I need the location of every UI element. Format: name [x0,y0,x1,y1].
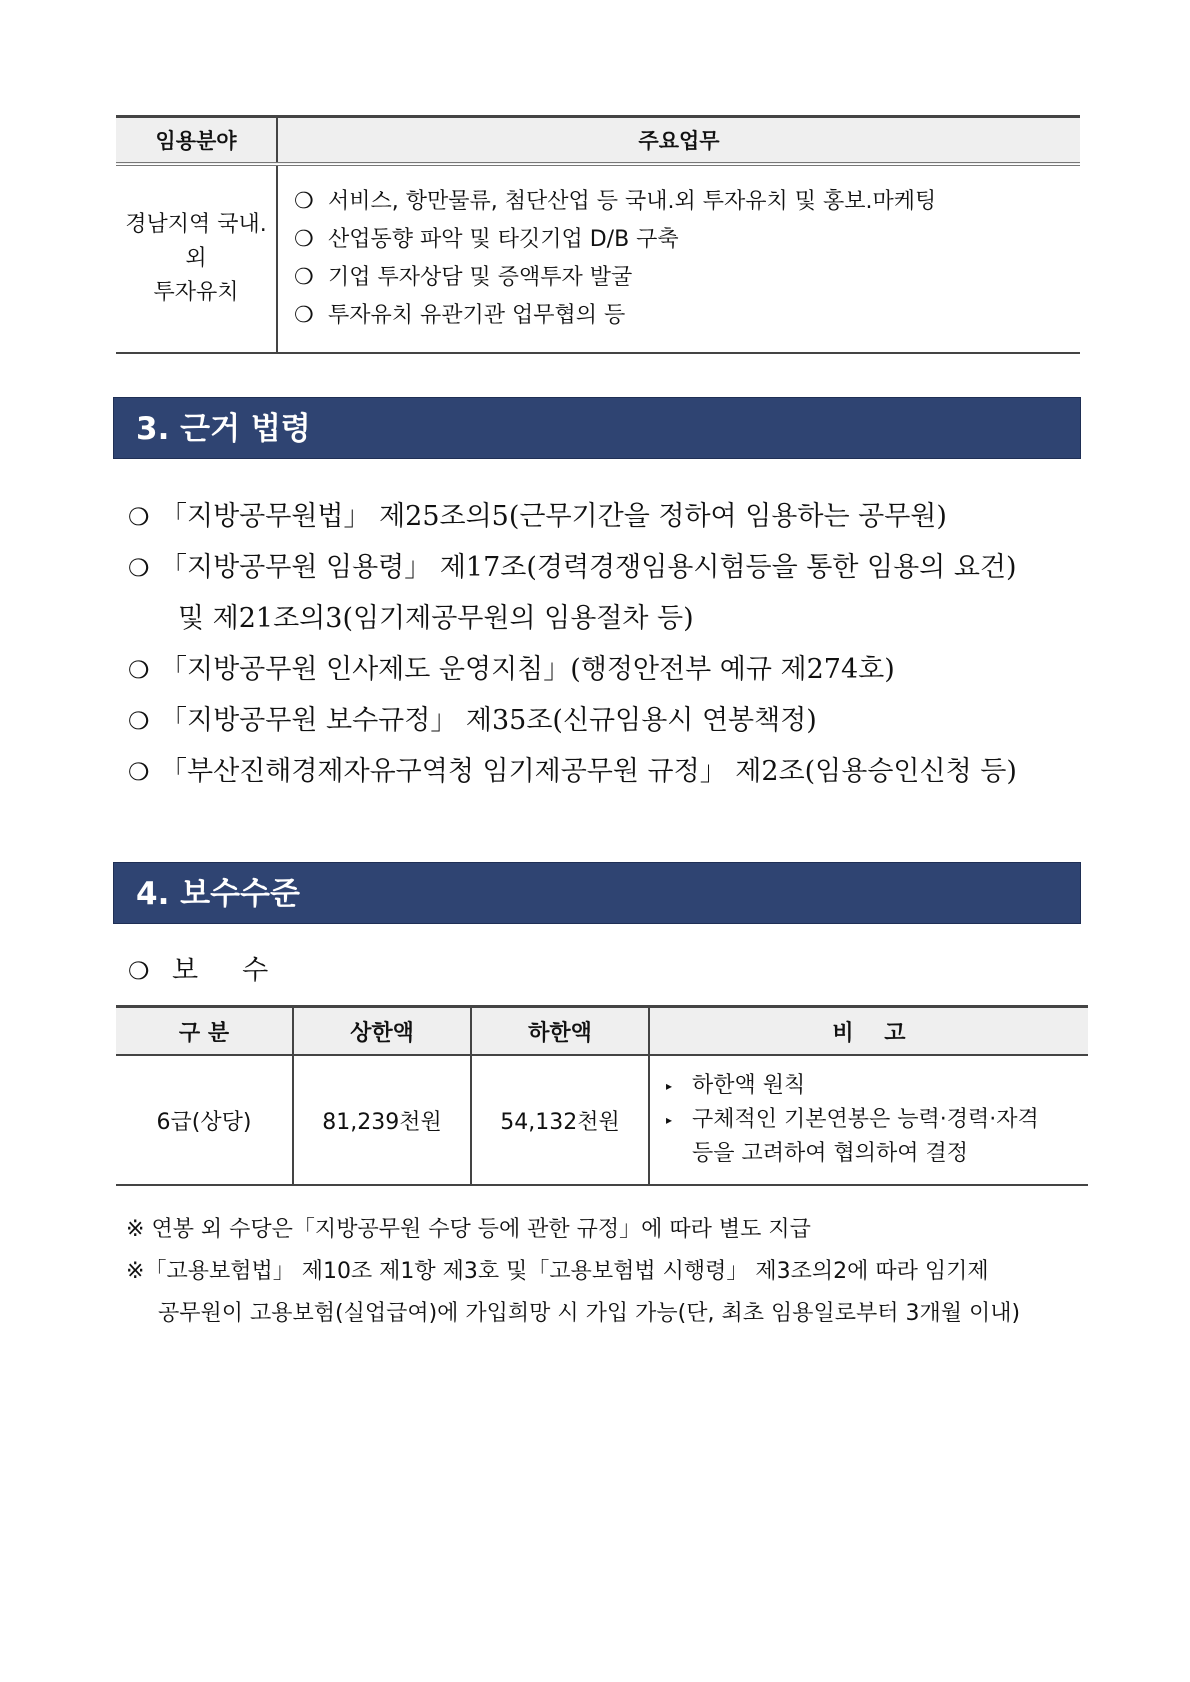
reference-mark-icon: ※ [126,1259,145,1284]
law-text: 「지방공무원 임용령」 제17조(경력경쟁임용시험등을 통한 임용의 요건) [160,552,1017,583]
list-item [294,183,1080,221]
header-lower: 하한액 [471,1007,649,1056]
pay-subheading [128,948,312,987]
duty-text: 산업동향 파악 및 타깃기업 D/B 구축 [328,227,679,252]
circle-bullet-icon: ❍ [128,758,150,786]
pay-table [116,1005,1088,1186]
footnote-continued: 공무원이 고용보험(실업급여)에 가입희망 시 가입 가능(단, 최초 임용일로부터 3개월 이내) [158,1301,1021,1326]
section-3-header [113,397,1081,459]
note-cell [649,1055,1088,1185]
law-item [128,494,1088,533]
law-item [128,698,1088,737]
circle-bullet-icon: ❍ [128,957,150,985]
section-4-header [113,862,1081,924]
law-item [128,545,1088,584]
triangle-bullet-icon: ▸ [666,1113,673,1127]
lower-cell: 54,132천원 [471,1055,649,1185]
circle-bullet-icon: ❍ [294,265,314,290]
circle-bullet-icon: ❍ [294,189,314,214]
grade-cell: 6급(상당) [116,1055,293,1185]
law-item [128,749,1088,788]
law-text: 「지방공무원법」 제25조의5(근무기간을 정하여 임용하는 공무원) [160,501,947,532]
circle-bullet-icon: ❍ [294,303,314,328]
reference-mark-icon: ※ [126,1217,145,1242]
header-grade: 구 분 [116,1007,293,1056]
subheading-text: 보수 [172,955,313,986]
list-item [294,259,1080,297]
law-continuation: 및 제21조의3(임기제공무원의 임용절차 등) [178,603,694,634]
circle-bullet-icon: ❍ [128,707,150,735]
duty-text: 서비스, 항만물류, 첨단산업 등 국내.외 투자유치 및 홍보.마케팅 [328,189,937,214]
duty-text: 투자유치 유관기관 업무협의 등 [328,303,626,328]
note-text: 구체적인 기본연봉은 능력·경력·자격 [692,1107,1039,1132]
law-text: 「지방공무원 인사제도 운영지침」(행정안전부 예규 제274호) [160,654,895,685]
section-title: 3. 근거 법령 [136,411,311,447]
table-row [116,164,1080,353]
list-item [294,221,1080,259]
field-line: 투자유치 [153,280,239,305]
header-upper: 상한액 [293,1007,471,1056]
duty-list [278,183,1080,335]
triangle-bullet-icon: ▸ [666,1079,673,1093]
note-text-continued: 등을 고려하여 협의하여 결정 [692,1141,969,1166]
duties-cell [277,164,1080,353]
note-item [666,1103,1088,1137]
law-item [128,647,1088,686]
header-duties: 주요업무 [277,117,1080,165]
field-line: 경남지역 국내.외 [125,212,267,271]
circle-bullet-icon: ❍ [128,503,150,531]
duty-table [116,115,1080,354]
note-text: 하한액 원칙 [692,1073,806,1098]
circle-bullet-icon: ❍ [128,554,150,582]
footnote [126,1254,1096,1285]
table-row [116,1055,1088,1185]
upper-cell: 81,239천원 [293,1055,471,1185]
header-note: 비 고 [649,1007,1088,1056]
footnote [126,1212,1096,1243]
footnote-text: 연봉 외 수당은「지방공무원 수당 등에 관한 규정」에 따라 별도 지급 [151,1217,811,1242]
note-item [666,1069,1088,1103]
law-text: 「지방공무원 보수규정」 제35조(신규임용시 연봉책정) [160,705,817,736]
duty-text: 기업 투자상담 및 증액투자 발굴 [328,265,633,290]
circle-bullet-icon: ❍ [294,227,314,252]
header-field: 임용분야 [116,117,277,165]
law-text: 「부산진해경제자유구역청 임기제공무원 규정」 제2조(임용승인신청 등) [160,756,1017,787]
footnote-text: 「고용보험법」 제10조 제1항 제3호 및「고용보험법 시행령」 제3조의2에 따라 임기제 [144,1259,989,1284]
circle-bullet-icon: ❍ [128,656,150,684]
list-item [294,297,1080,335]
field-cell [116,164,277,353]
section-title: 4. 보수수준 [136,876,300,912]
